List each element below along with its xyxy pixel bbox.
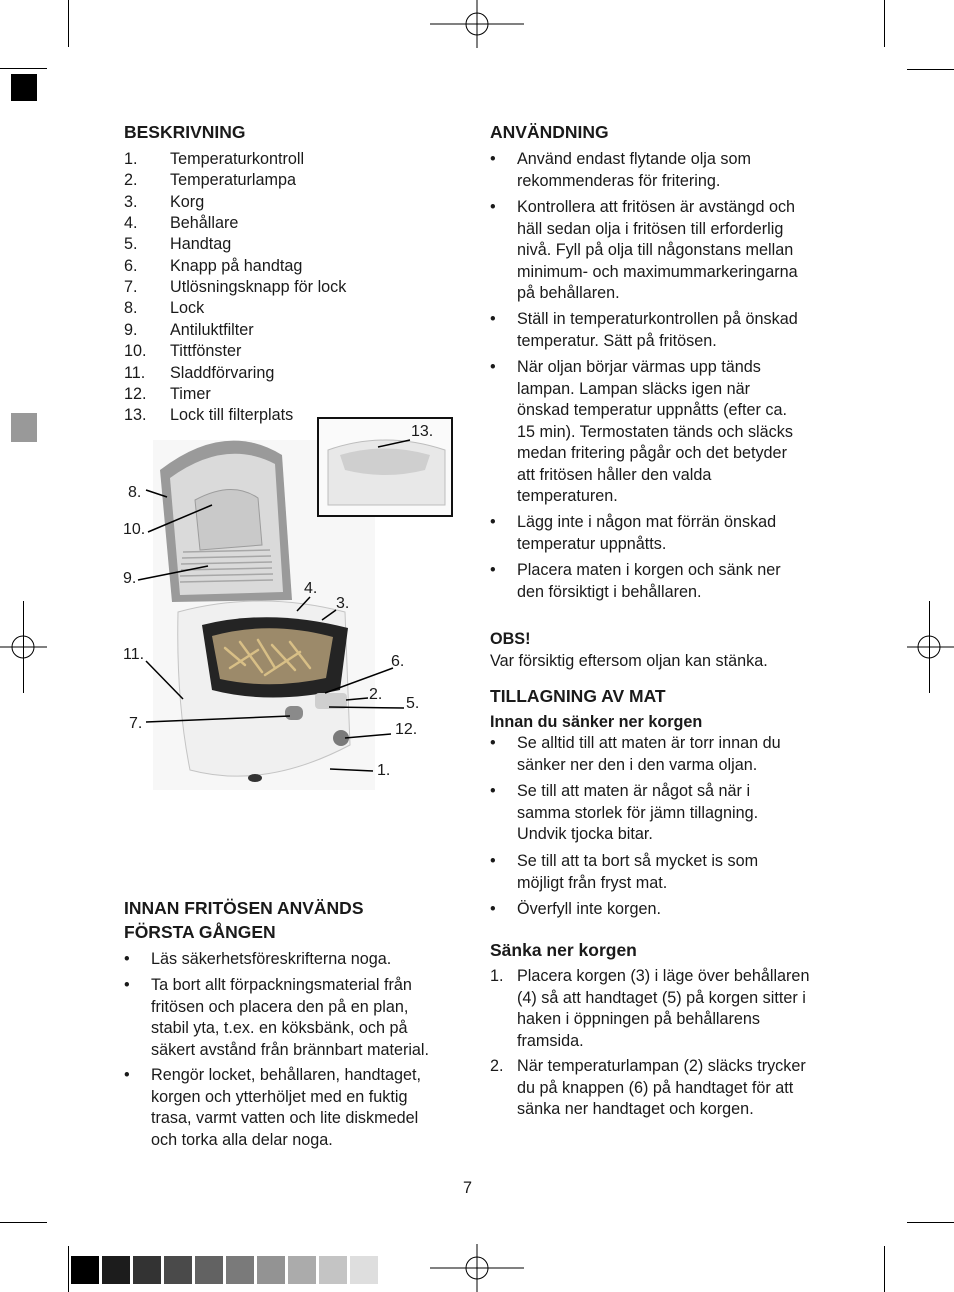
- bullet: •: [490, 310, 496, 328]
- bullet-text: [517, 781, 758, 846]
- item-label: Knapp på handtag: [170, 256, 303, 275]
- bullet: •: [490, 734, 496, 752]
- label-12: 12.: [395, 721, 418, 738]
- text-line: (4) så att handtaget (5) på korgen sitter i: [517, 988, 806, 1007]
- text-line: möjligt från fryst mat.: [517, 873, 668, 892]
- text-line: önskad temperatur uppnåtts (efter ca.: [517, 401, 787, 419]
- item-label: Lock: [170, 299, 205, 318]
- text-line: att fritösen håller den valda: [517, 465, 712, 484]
- bullet: •: [124, 950, 130, 968]
- item-label: Sladdförvaring: [170, 363, 275, 382]
- text-line: Undvik tjocka bitar.: [517, 825, 653, 843]
- text-line: Använd endast flytande olja som: [517, 150, 751, 168]
- bullet-text: [517, 197, 798, 305]
- bullet-text: [517, 512, 776, 555]
- label-6: 6.: [391, 653, 405, 670]
- obs-heading: OBS!: [490, 630, 531, 648]
- innan-heading-line2: FÖRSTA GÅNGEN: [124, 922, 276, 942]
- text-line: minimum- och maximummarkeringarna: [517, 262, 798, 281]
- item-label: Handtag: [170, 235, 232, 254]
- sanka-heading: Sänka ner korgen: [490, 940, 637, 960]
- text-line: sänka ner handtaget och korgen.: [517, 1100, 754, 1118]
- item-label: Behållare: [170, 214, 239, 233]
- item-number: 10.: [124, 342, 147, 361]
- item-label: Tittfönster: [170, 342, 242, 361]
- text-line: trasa, varmt vatten och lite diskmedel: [151, 1109, 419, 1127]
- text-line: haken i öppningen på behållarens: [517, 1010, 761, 1028]
- item-label: Lock till filterplats: [170, 406, 294, 425]
- item-label: Antiluktfilter: [170, 320, 254, 339]
- text-line: medan fritering pågår och det betyder: [517, 444, 787, 462]
- text-line: temperatur uppnåtts.: [517, 534, 667, 553]
- bullet: •: [490, 150, 496, 168]
- bullet: •: [490, 561, 496, 579]
- tillagning-subheading: Innan du sänker ner korgen: [490, 713, 703, 731]
- item-number: 1.: [124, 150, 138, 168]
- item-label: Timer: [170, 384, 211, 403]
- text-line: sänker ner den i den varma oljan.: [517, 755, 758, 774]
- item-number: 8.: [124, 299, 138, 318]
- text-line: Placera korgen (3) i läge över behållaren: [517, 967, 810, 985]
- item-text: [517, 966, 809, 1052]
- text-line: stabil yta, t.ex. en köksbänk, och på: [151, 1019, 408, 1037]
- item-number: 12.: [124, 384, 147, 403]
- obs-text: Var försiktig eftersom oljan kan stänka.: [490, 652, 768, 670]
- innan-heading-line1: INNAN FRITÖSEN ANVÄNDS: [124, 898, 364, 918]
- tillagning-heading: TILLAGNING AV MAT: [490, 686, 666, 706]
- text-line: Ställ in temperaturkontrollen på önskad: [517, 310, 798, 328]
- bullet: •: [124, 1066, 130, 1084]
- bullet-text: [151, 975, 429, 1061]
- text-line: säkert avstånd från brännbart material.: [151, 1040, 430, 1059]
- item-number: 11.: [124, 363, 146, 382]
- item-label: Utlösningsknapp för lock: [170, 278, 347, 297]
- text-line: När oljan börjar värmas upp tänds: [517, 358, 761, 376]
- text-line: Se till att ta bort så mycket is som: [517, 852, 759, 870]
- text-line: Överfyll inte korgen.: [517, 900, 661, 918]
- text-line: 15 min). Termostaten tänds och släcks: [517, 422, 793, 441]
- text-line: nivå. Fyll på olja till någonstans mellan: [517, 241, 794, 259]
- bullet-text: [517, 309, 798, 352]
- text-line: den försiktigt i behållaren.: [517, 582, 702, 601]
- text-line: på behållaren.: [517, 284, 620, 302]
- label-1: 1.: [377, 762, 391, 779]
- text-line: temperaturen.: [517, 487, 618, 505]
- page-number: 7: [463, 1179, 473, 1197]
- item-number: 5.: [124, 235, 138, 254]
- text-line: Se till att maten är något så när i: [517, 782, 751, 800]
- label-10: 10.: [123, 521, 146, 538]
- bullet-text: [151, 949, 391, 971]
- label-4: 4.: [304, 580, 318, 597]
- bullet-text: [517, 357, 793, 508]
- item-number: 6.: [124, 256, 138, 275]
- bullet: •: [124, 976, 130, 994]
- item-number: 7.: [124, 278, 138, 297]
- item-number: 3.: [124, 192, 138, 211]
- text-line: häll sedan olja i fritösen till erforderlig: [517, 219, 784, 238]
- text-line: rekommenderas för fritering.: [517, 171, 721, 190]
- label-7: 7.: [129, 715, 143, 732]
- item-number: 2.: [124, 171, 138, 190]
- beskrivning-heading: BESKRIVNING: [124, 122, 246, 142]
- bullet-text: [517, 149, 751, 192]
- item-number: 9.: [124, 320, 138, 339]
- anvandning-heading: ANVÄNDNING: [490, 122, 609, 142]
- bullet: •: [490, 782, 496, 800]
- bullet: •: [490, 513, 496, 531]
- item-number: 4.: [124, 214, 138, 233]
- label-2: 2.: [369, 686, 383, 703]
- bullet-text: [517, 851, 758, 894]
- text-line: korgen och ytterhöljet med en fuktig: [151, 1087, 408, 1106]
- item-number: 2.: [490, 1057, 504, 1075]
- bullet: •: [490, 358, 496, 376]
- bullet: •: [490, 852, 496, 870]
- item-number: 13.: [124, 406, 147, 425]
- label-5: 5.: [406, 695, 420, 712]
- bullet: •: [490, 198, 496, 216]
- item-label: Korg: [170, 192, 205, 211]
- bullet-text: [517, 733, 781, 776]
- text-line: du på knappen (6) på handtaget för att: [517, 1078, 794, 1097]
- item-label: Temperaturkontroll: [170, 150, 305, 168]
- text-line: Läs säkerhetsföreskrifterna noga.: [151, 950, 392, 968]
- text-line: och torka alla delar noga.: [151, 1130, 333, 1149]
- bullet-text: [151, 1065, 421, 1151]
- text-line: Placera maten i korgen och sänk ner: [517, 561, 781, 579]
- label-11: 11.: [123, 646, 145, 663]
- text-line: Lägg inte i någon mat förrän önskad: [517, 513, 777, 531]
- text-line: temperatur. Sätt på fritösen.: [517, 331, 717, 350]
- bullet-text: [517, 899, 661, 921]
- text-line: Rengör locket, behållaren, handtaget,: [151, 1066, 421, 1084]
- text-line: framsida.: [517, 1031, 584, 1050]
- text-line: Se alltid till att maten är torr innan du: [517, 734, 781, 752]
- bullet-text: [517, 560, 781, 603]
- label-9: 9.: [123, 570, 137, 587]
- text-line: Ta bort allt förpackningsmaterial från: [151, 976, 412, 994]
- text-line: lampan. Lampan släcks igen när: [517, 379, 751, 398]
- item-text: [517, 1056, 806, 1121]
- label-3: 3.: [336, 595, 350, 612]
- item-label: Temperaturlampa: [170, 171, 296, 190]
- text-line: samma storlek för jämn tillagning.: [517, 803, 759, 822]
- label-8: 8.: [128, 484, 142, 501]
- text-line: När temperaturlampan (2) släcks trycker: [517, 1057, 806, 1075]
- label-13: 13.: [411, 423, 434, 440]
- text-line: fritösen och placera den på en plan,: [151, 997, 409, 1016]
- text-line: Kontrollera att fritösen är avstängd och: [517, 198, 796, 216]
- item-number: 1.: [490, 967, 504, 985]
- bullet: •: [490, 900, 496, 918]
